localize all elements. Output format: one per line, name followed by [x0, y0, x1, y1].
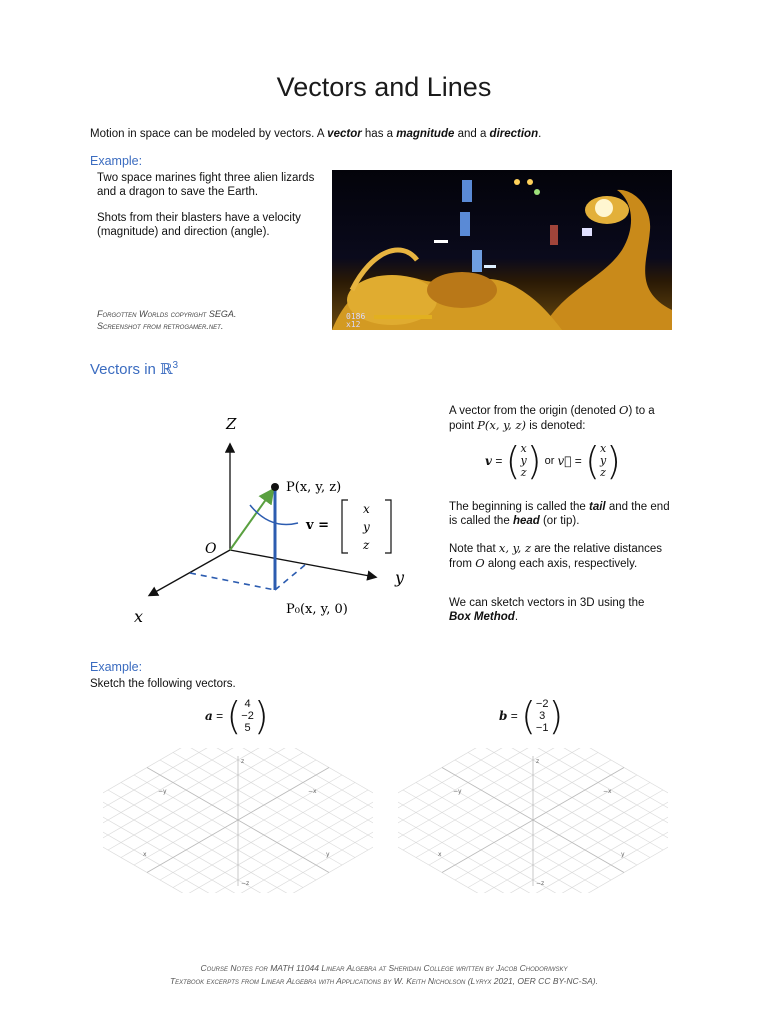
grid-line	[225, 748, 373, 828]
point-p0-label: P₀(x, y, 0)	[286, 602, 348, 617]
grid-line	[103, 813, 251, 894]
example-heading: Example:	[90, 154, 143, 168]
footer-line-1: Course Notes for MATH 11044 Linear Algebra at Sheridan College written by Jacob Chodoriwsky	[200, 963, 568, 973]
x-axis-label: x	[134, 607, 144, 626]
grid-line	[398, 798, 572, 894]
vector-a: a = ( 4 −2 5 )	[205, 694, 269, 738]
dashed-line-y	[275, 565, 305, 590]
z-axis-label: z	[241, 758, 245, 765]
green-vector	[230, 491, 272, 550]
x-axis-label: x	[143, 851, 147, 858]
grid-line	[398, 813, 546, 894]
grid-line	[103, 798, 277, 894]
y-axis-label: y	[326, 851, 330, 858]
vector-notation: v = ( x y z ) or v⃗ = ( x y z )	[485, 439, 621, 483]
box-method-text: We can sketch vectors in 3D using the Box Method.	[449, 597, 645, 623]
matrix-entry-z: z	[363, 538, 370, 552]
grid-line	[199, 798, 373, 894]
vector-b-components: −2 3 −1	[535, 698, 549, 734]
footer-line-2: Textbook excerpts from Linear Algebra with Applications by W. Keith Nicholson (Lyryx 2021, OER CC BY-NC-SA).	[169, 976, 598, 986]
z-axis-label: z	[536, 758, 540, 765]
matrix-entry-y: y	[363, 520, 370, 534]
vector-b: b = ( −2 3 −1 )	[499, 694, 564, 738]
y-axis	[230, 550, 375, 577]
grid-line	[520, 748, 668, 828]
origin-label: O	[205, 541, 217, 557]
image-credit-1: Forgotten Worlds copyright SEGA.	[97, 309, 237, 319]
section-heading: Vectors in ℝ$^3$	[90, 360, 179, 378]
matrix-entry-x: x	[363, 502, 370, 516]
neg-x-axis-label: −x	[603, 788, 612, 795]
vector-a-components: 4 −2 5	[241, 698, 254, 734]
vector-3d-diagram	[120, 405, 420, 635]
relative-distance-text: Note that x, y, z are the relative distances from O along each axis, respectively.	[449, 541, 663, 570]
example-2-heading: Example:	[90, 660, 143, 674]
neg-z-axis-label: −z	[536, 880, 545, 887]
example-text-1: Two space marines fight three alien lizards and a dragon to save the Earth.	[97, 172, 315, 198]
dashed-line-x	[190, 573, 275, 590]
neg-x-axis-label: −x	[308, 788, 317, 795]
origin-vector-text: A vector from the origin (denoted O) to a point P(x, y, z) is denoted:	[449, 403, 655, 432]
point-p-label: P(x, y, z)	[286, 480, 342, 495]
x-axis	[150, 550, 230, 595]
vector-components-2: x y z	[599, 442, 607, 479]
neg-y-axis-label: −y	[158, 788, 167, 795]
game-hud: 0186 x12	[332, 312, 432, 330]
grid-line	[398, 748, 546, 828]
y-axis-label: y	[395, 568, 405, 587]
neg-z-axis-label: −z	[241, 880, 250, 887]
isometric-grid-a[interactable]	[103, 748, 373, 893]
x-axis-label: x	[438, 851, 442, 858]
point-p	[271, 483, 279, 491]
grid-line	[494, 798, 668, 894]
intro-paragraph: Motion in space can be modeled by vectors. A vector has a magnitude and a direction.	[90, 128, 542, 140]
neg-y-axis-label: −y	[453, 788, 462, 795]
v-equals-label: v =	[306, 518, 329, 533]
grid-line	[103, 748, 251, 828]
image-credit-2: Screenshot from retrogamer.net.	[97, 321, 224, 331]
z-axis-label: Z	[226, 415, 237, 433]
y-axis-label: y	[621, 851, 625, 858]
vector-components-1: x y z	[520, 442, 527, 479]
example-text-2: Shots from their blasters have a velocity (magnitude) and direction (angle).	[97, 212, 301, 238]
isometric-grid-b[interactable]	[398, 748, 668, 893]
tail-head-text: The beginning is called the tail and the end is called the head (or tip).	[449, 501, 670, 527]
example-2-instruction: Sketch the following vectors.	[90, 678, 236, 690]
game-screenshot-image	[332, 170, 672, 330]
page-title: Vectors and Lines	[276, 72, 492, 102]
